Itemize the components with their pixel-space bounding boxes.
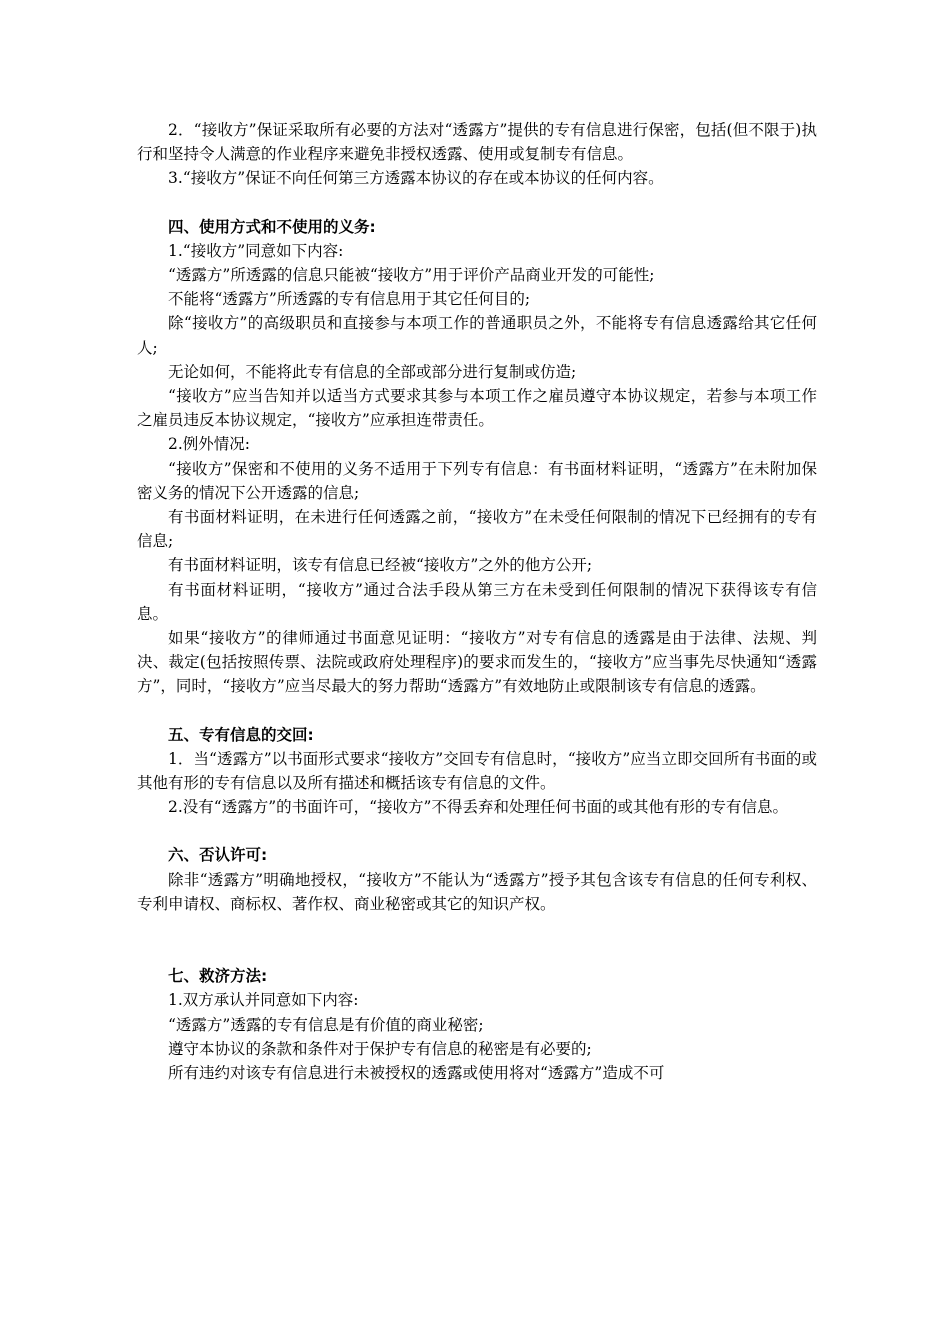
paragraph: “接收方”保密和不使用的义务不适用于下列专有信息：有书面材料证明，“透露方”在未附加保密义务的情况下公开透露的信息; [137,459,817,502]
paragraph: 1.双方承认并同意如下内容: [168,991,359,1010]
document-page [137,118,817,1085]
paragraph: 1．当“透露方”以书面形式要求“接收方”交回专有信息时，“接收方”应当立即交回所有书面的或其他有形的专有信息以及所有描述和概括该专有信息的文件。 [137,749,817,793]
paragraph: 有书面材料证明，“接收方”通过合法手段从第三方在未受到任何限制的情况下获得该专有信息。 [137,580,817,623]
paragraph: “接收方”应当告知并以适当方式要求其参与本项工作之雇员遵守本协议规定，若参与本项工作之雇员违反本协议规定，“接收方”应承担连带责任。 [137,387,817,430]
section-heading-4: 四、使用方式和不使用的义务: [168,217,376,236]
paragraph: 有书面材料证明，该专有信息已经被“接收方”之外的他方公开; [168,556,593,575]
paragraph: 2.例外情况: [168,435,251,454]
paragraph: “透露方”所透露的信息只能被“接收方”用于评价产品商业开发的可能性; [168,266,655,285]
paragraph: 2．“接收方”保证采取所有必要的方法对“透露方”提供的专有信息进行保密，包括(但不限于)执行和坚持令人满意的作业程序来避免非授权透露、使用或复制专有信息。 [137,121,817,164]
paragraph: “透露方”透露的专有信息是有价值的商业秘密; [168,1015,484,1034]
section-heading-6: 六、否认许可: [168,846,268,865]
paragraph: 如果“接收方”的律师通过书面意见证明：“接收方”对专有信息的透露是由于法律、法规、判决、裁定(包括按照传票、法院或政府处理程序)的要求而发生的，“接收方”应当事先尽快通知“透露方”，同时，“接收方”应当尽最大的努力帮助“透露方”有效地防止或限制该专有信息的透露。 [137,629,817,696]
section-heading-7: 七、救济方法: [168,967,268,986]
paragraph: 有书面材料证明，在未进行任何透露之前，“接收方”在未受任何限制的情况下已经拥有的专有信息; [137,508,817,551]
paragraph: 不能将“透露方”所透露的专有信息用于其它任何目的; [168,290,531,309]
section-heading-5: 五、专有信息的交回: [168,725,314,744]
paragraph: 所有违约对该专有信息进行未被授权的透露或使用将对“透露方”造成不可 [168,1063,665,1082]
paragraph: 无论如何，不能将此专有信息的全部或部分进行复制或仿造; [168,362,577,381]
paragraph: 除“接收方”的高级职员和直接参与本项工作的普通职员之外，不能将专有信息透露给其它任何人; [137,314,817,357]
paragraph: 遵守本协议的条款和条件对于保护专有信息的秘密是有必要的; [168,1039,592,1058]
paragraph: 3.“接收方”保证不向任何第三方透露本协议的存在或本协议的任何内容。 [168,169,664,188]
paragraph: 除非“透露方”明确地授权，“接收方”不能认为“透露方”授予其包含该专有信息的任何专利权、专利申请权、商标权、著作权、商业秘密或其它的知识产权。 [137,870,817,913]
paragraph: 2.没有“透露方”的书面许可，“接收方”不得丢弃和处理任何书面的或其他有形的专有信息。 [168,798,788,817]
paragraph: 1.“接收方”同意如下内容: [168,241,344,260]
